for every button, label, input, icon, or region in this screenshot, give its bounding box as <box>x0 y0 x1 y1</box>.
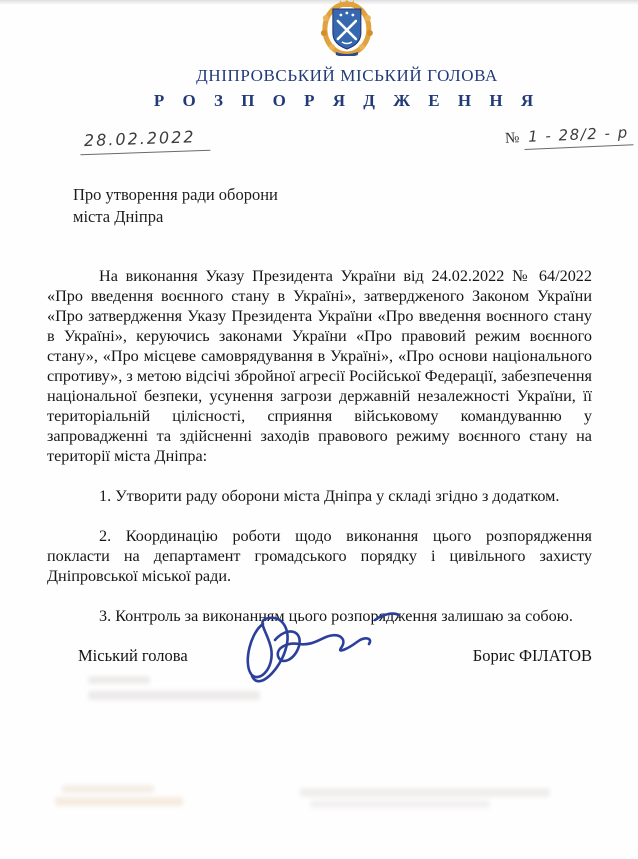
ghost-text-smudge <box>55 797 183 806</box>
subject-line-2: міста Дніпра <box>73 207 164 226</box>
ghost-text-smudge <box>310 800 490 808</box>
order-item-2: 2. Координацію роботи щодо виконання цього розпорядження покласти на департамент громадського порядку і цивільного захисту Дніпровської міської ради. <box>47 527 592 585</box>
number-sign: № <box>504 130 520 147</box>
preamble-paragraph: На виконання Указу Президента України від 24.02.2022 № 64/2022 «Про введення воєнного стану в Україні», затвердженого Законом України «Про затвердження Указу Президента України «Про введення воєнного стану в Україні», керуючись законами України «Про правовий режим воєнного стану», «Про місцеве самоврядування в Україні», «Про основи національного спротиву», з метою відсічі збройної агресії Російської Федерації, забезпечення національної безпеки, усунення загрози державній незалежності України, її територіальній цілісності, сприяння військовому командуванню у запровадженні та здійсненні заходів правового режиму воєнного стану на території міста Дніпра: <box>47 267 592 465</box>
letterhead <box>154 0 540 111</box>
ghost-text-smudge <box>62 785 154 793</box>
handwritten-signature <box>225 606 410 698</box>
order-item-3: 3. Контроль за виконанням цього розпорядження залишаю за собою. <box>99 607 573 625</box>
document-body <box>47 266 592 626</box>
issuing-authority: ДНІПРОВСЬКИЙ МІСЬКИЙ ГОЛОВА <box>196 66 498 85</box>
ghost-text-smudge <box>300 788 550 797</box>
handwritten-number: 1 - 28/2 - р <box>524 123 634 150</box>
ghost-text-smudge <box>88 691 260 700</box>
ghost-text-smudge <box>88 676 150 684</box>
dnipro-coat-of-arms-icon <box>316 0 378 56</box>
signer-position: Міський голова <box>78 646 188 665</box>
signer-name: Борис ФІЛАТОВ <box>472 646 592 665</box>
handwritten-date: 28.02.2022 <box>80 127 210 156</box>
subject-block <box>73 184 278 228</box>
document-number <box>505 123 633 148</box>
order-item-1: 1. Утворити раду оборони міста Дніпра у складі згідно з додатком. <box>99 487 560 505</box>
subject-line-1: Про утворення ради оборони <box>73 185 278 204</box>
document-type-title: Р О З П О Р Я Д Ж Е Н Н Я <box>153 91 541 110</box>
